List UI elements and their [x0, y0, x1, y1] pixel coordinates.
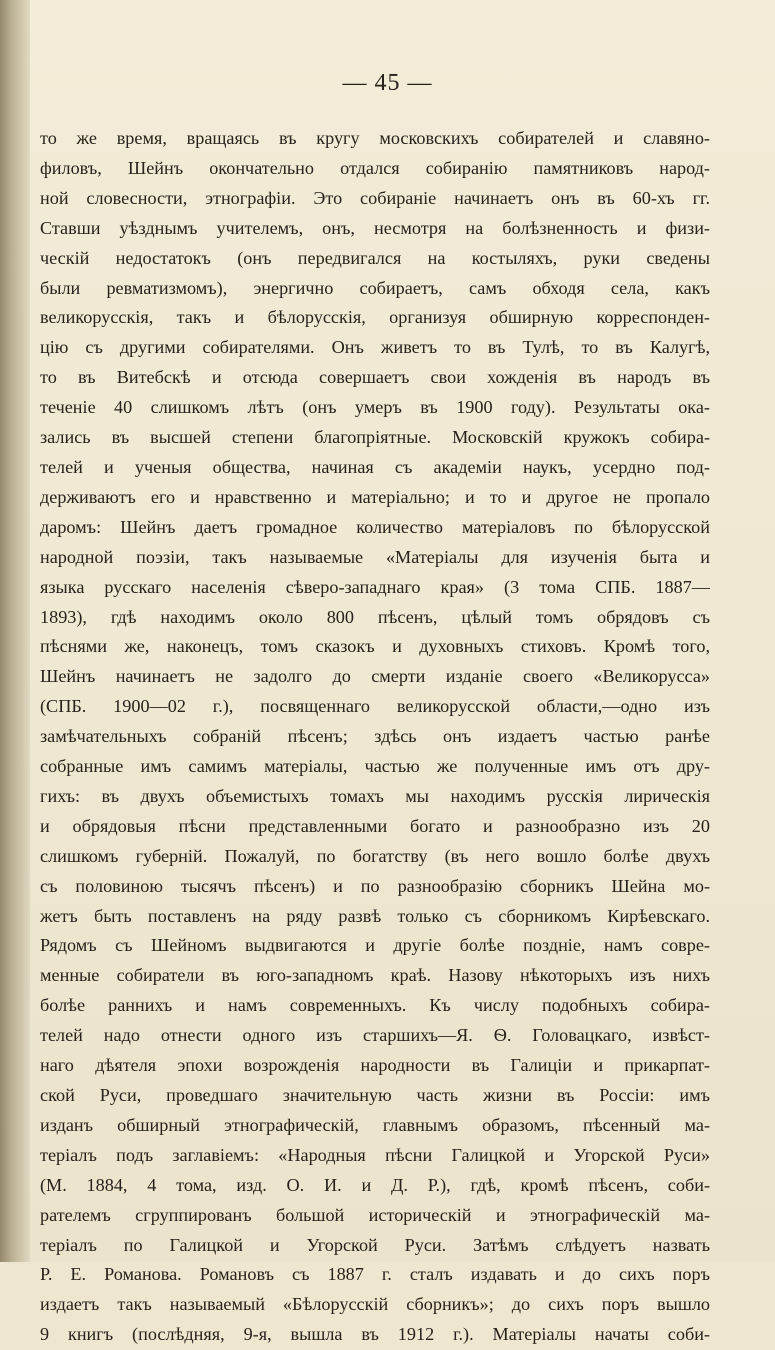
text-line-13: держиваютъ его и нравственно и матеріально; и то и другое не пропало [40, 486, 710, 507]
text-line-22: собранные имъ самимъ матеріалы, частью же полученные имъ отъ дру- [40, 756, 710, 777]
page-number: — 45 — [342, 70, 433, 96]
text-line-2: филовъ, Шейнъ окончательно отдался собиранію памятниковъ народ- [40, 157, 710, 178]
book-binding-shadow [0, 0, 30, 1262]
text-line-16: языка русскаго населенія сѣверо-западнаго края» (3 тома СПБ. 1887— [40, 576, 710, 597]
text-line-23: гихъ: въ двухъ объемистыхъ томахъ мы находимъ русскія лирическія [40, 785, 710, 806]
text-line-34: изданъ обширный этнографическій, главнымъ образомъ, пѣсенный ма- [40, 1114, 710, 1135]
text-line-40: издаетъ такъ называемый «Бѣлорусскій сборникъ»; до сихъ поръ вышло [40, 1294, 710, 1315]
text-line-37: рателемъ сгруппированъ большой историческій и этнографическій ма- [40, 1204, 710, 1225]
text-line-41: 9 книгъ (послѣдняя, 9-я, вышла въ 1912 г.). Матеріалы начаты соби- [40, 1324, 710, 1345]
text-line-6: были ревматизмомъ), энергично собираетъ, самъ обходя села, какъ [40, 277, 710, 298]
text-line-15: народной поэзіи, такъ называемые «Матеріалы для изученія быта и [40, 546, 710, 567]
text-line-10: теченіе 40 слишкомъ лѣтъ (онъ умеръ въ 1900 году). Результаты ока- [40, 397, 710, 418]
text-line-36: (М. 1884, 4 тома, изд. О. И. и Д. Р.), гдѣ, кромѣ пѣсенъ, соби- [40, 1174, 710, 1195]
text-line-30: болѣе раннихъ и намъ современныхъ. Къ числу подобныхъ собира- [40, 995, 710, 1016]
text-line-1: то же время, вращаясь въ кругу московскихъ собирателей и славяно- [40, 128, 710, 148]
text-line-28: Рядомъ съ Шейномъ выдвигаются и другіе болѣе поздніе, намъ совре- [40, 935, 710, 956]
text-line-12: телей и ученыя общества, начиная съ академіи наукъ, усердно под- [40, 456, 710, 477]
text-line-5: ческій недостатокъ (онъ передвигался на костыляхъ, руки сведены [40, 247, 710, 268]
text-line-29: менные собиратели въ юго-западномъ краѣ. Назову нѣкоторыхъ изъ нихъ [40, 965, 710, 986]
text-line-19: Шейнъ начинаетъ не задолго до смерти изданіе своего «Великорусса» [40, 666, 710, 687]
text-line-7: великорусскія, такъ и бѣлорусскія, организуя обширную корреспонден- [40, 307, 710, 328]
text-line-8: цію съ другими собирателями. Онъ живетъ то въ Тулѣ, то въ Калугѣ, [40, 337, 710, 358]
text-line-27: жетъ быть поставленъ на ряду развѣ только съ сборникомъ Кирѣевскаго. [40, 905, 710, 926]
text-line-38: теріалъ по Галицкой и Угорской Руси. Затѣмъ слѣдуетъ назвать [40, 1234, 710, 1255]
text-line-21: замѣчательныхъ собраній пѣсенъ; здѣсь онъ издаетъ частью ранѣе [40, 726, 710, 747]
text-line-39: Р. Е. Романова. Романовъ съ 1887 г. сталъ издавать и до сихъ поръ [40, 1264, 710, 1285]
text-line-9: то въ Витебскѣ и отсюда совершаетъ свои хожденія въ народъ въ [40, 367, 710, 388]
text-line-4: Ставши уѣзднымъ учителемъ, онъ, несмотря на болѣзненность и физи- [40, 217, 710, 238]
text-line-14: даромъ: Шейнъ даетъ громадное количество матеріаловъ по бѣлорусской [40, 516, 710, 537]
text-line-25: слишкомъ губерній. Пожалуй, по богатству (въ него вошло болѣе двухъ [40, 845, 710, 866]
text-line-18: пѣснями же, наконецъ, томъ сказокъ и духовныхъ стиховъ. Кромѣ того, [40, 636, 710, 657]
text-line-33: ской Руси, проведшаго значительную часть жизни въ Россіи: имъ [40, 1085, 710, 1105]
text-line-11: зались въ высшей степени благопріятные. Московскій кружокъ собира- [40, 427, 710, 448]
text-line-24: и обрядовыя пѣсни представленными богато и разнообразно изъ 20 [40, 815, 710, 836]
text-line-32: наго дѣятеля эпохи возрожденія народности въ Галиціи и прикарпат- [40, 1055, 710, 1076]
text-line-35: теріалъ подъ заглавіемъ: «Народныя пѣсни Галицкой и Угорской Руси» [40, 1144, 710, 1165]
main-text-block [40, 124, 710, 1350]
text-line-20: (СПБ. 1900—02 г.), посвященнаго великорусской области,—одно изъ [40, 696, 710, 717]
text-line-17: 1893), гдѣ находимъ около 800 пѣсенъ, цѣлый томъ обрядовъ съ [40, 606, 710, 627]
text-line-3: ной словесности, этнографіи. Это собираніе начинаетъ онъ въ 60-хъ гг. [40, 187, 710, 208]
text-line-26: съ половиною тысячъ пѣсенъ) и по разнообразію сборникъ Шейна мо- [40, 875, 710, 896]
text-line-31: телей надо отнести одного изъ старшихъ—Я. Ѳ. Головацкаго, извѣст- [40, 1025, 710, 1046]
